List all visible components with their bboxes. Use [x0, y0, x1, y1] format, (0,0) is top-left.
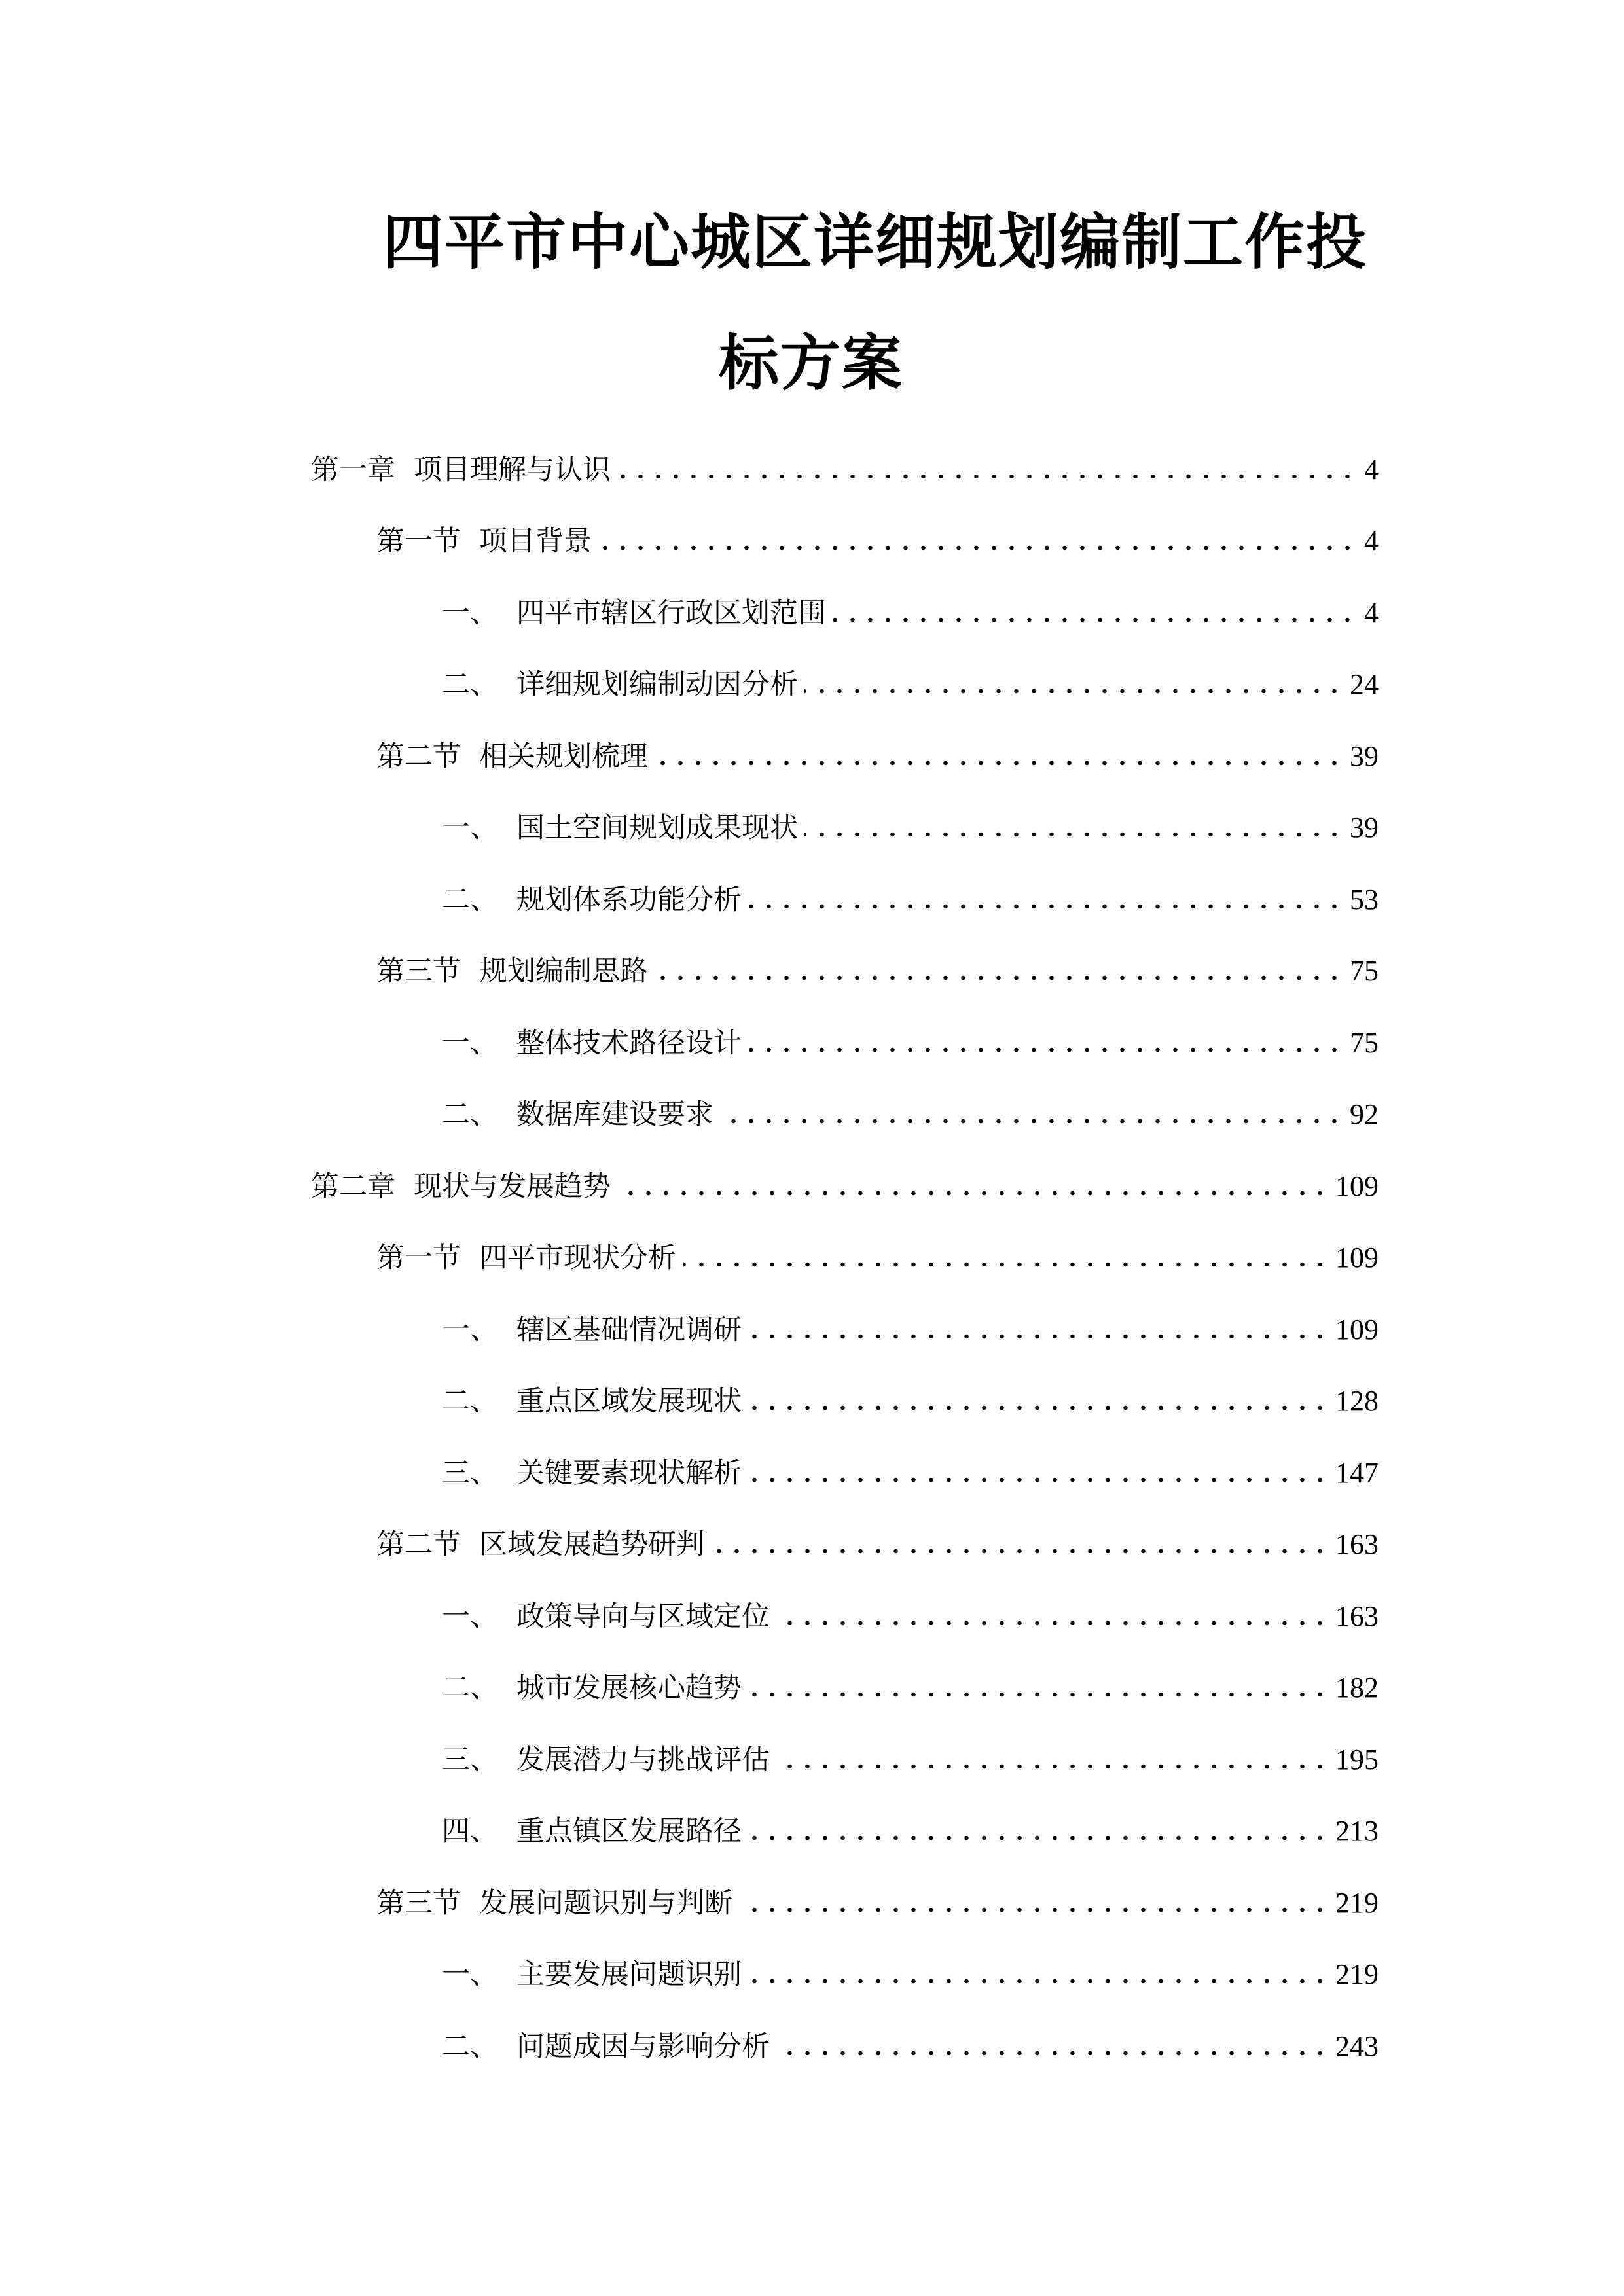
toc-entry-title: 重点镇区发展路径	[516, 1815, 742, 1848]
toc-entry-title: 关键要素现状解析	[516, 1457, 742, 1490]
toc-entry-subsection[interactable]	[442, 1735, 1379, 1774]
toc-entry-page-number: 163	[1335, 1528, 1379, 1560]
dot-leader	[655, 974, 1343, 982]
toc-entry-page-number: 4	[1364, 597, 1379, 629]
toc-entry-prefix: 第二节	[376, 1528, 461, 1561]
dot-leader	[776, 1763, 1329, 1770]
toc-entry-prefix: 二、	[442, 2030, 498, 2063]
toc-entry-subsection[interactable]	[442, 588, 1379, 628]
toc-entry-section[interactable]	[376, 1520, 1379, 1559]
toc-entry-subsection[interactable]	[442, 1376, 1379, 1416]
toc-entry-subsection[interactable]	[442, 803, 1379, 842]
toc-entry-title: 相关规划梳理	[479, 740, 648, 773]
toc-entry-section[interactable]	[376, 946, 1379, 986]
toc-entry-title: 主要发展问题识别	[516, 1958, 742, 1991]
toc-entry-prefix: 一、	[442, 1600, 498, 1633]
dot-leader	[804, 831, 1343, 838]
toc-entry-title: 区域发展趋势研判	[479, 1528, 704, 1561]
toc-entry-page-number: 213	[1335, 1815, 1379, 1847]
toc-entry-title: 详细规划编制动因分析	[516, 668, 798, 701]
dot-leader	[748, 1834, 1329, 1842]
toc-entry-subsection[interactable]	[442, 1305, 1379, 1344]
dot-leader	[804, 687, 1343, 695]
dot-leader	[776, 2049, 1329, 2057]
toc-entry-chapter[interactable]	[311, 445, 1379, 484]
dot-leader	[655, 759, 1343, 767]
toc-entry-prefix: 一、	[442, 1314, 498, 1346]
toc-entry-title: 数据库建设要求	[516, 1098, 713, 1131]
toc-entry-title: 政策导向与区域定位	[516, 1600, 770, 1633]
dot-leader	[748, 1691, 1329, 1698]
document-title-line-2: 标方案	[719, 329, 904, 399]
toc-entry-prefix: 第二章	[311, 1170, 395, 1203]
toc-entry-prefix: 二、	[442, 884, 498, 916]
toc-entry-title: 规划编制思路	[479, 955, 648, 988]
toc-entry-prefix: 三、	[442, 1457, 498, 1490]
toc-entry-page-number: 39	[1350, 740, 1379, 772]
toc-entry-subsection[interactable]	[442, 1448, 1379, 1488]
toc-entry-prefix: 三、	[442, 1744, 498, 1776]
dot-leader	[598, 544, 1356, 552]
dot-leader	[833, 616, 1356, 624]
toc-entry-page-number: 219	[1335, 1958, 1379, 1990]
toc-entry-page-number: 92	[1350, 1098, 1379, 1130]
dot-leader	[748, 1404, 1329, 1412]
toc-entry-title: 规划体系功能分析	[516, 884, 742, 916]
toc-entry-subsection[interactable]	[442, 1018, 1379, 1058]
toc-entry-prefix: 第一章	[311, 454, 395, 486]
toc-entry-prefix: 二、	[442, 1672, 498, 1704]
dot-leader	[739, 1906, 1329, 1914]
toc-entry-prefix: 四、	[442, 1815, 498, 1848]
toc-entry-title: 项目背景	[479, 525, 592, 558]
toc-entry-prefix: 二、	[442, 1385, 498, 1418]
document-title-line-1: 四平市中心城区详细规划编制工作投	[383, 207, 1368, 278]
toc-entry-subsection[interactable]	[442, 2022, 1379, 2061]
toc-entry-page-number: 109	[1335, 1170, 1379, 1202]
dot-leader	[748, 1046, 1343, 1054]
toc-entry-prefix: 二、	[442, 1098, 498, 1131]
toc-entry-page-number: 75	[1350, 955, 1379, 987]
dot-leader	[720, 1117, 1343, 1125]
toc-entry-section[interactable]	[376, 1878, 1379, 1918]
dot-leader	[617, 1189, 1329, 1197]
dot-leader	[683, 1261, 1329, 1268]
dot-leader	[776, 1619, 1329, 1627]
toc-entry-section[interactable]	[376, 1233, 1379, 1272]
toc-entry-title: 重点区域发展现状	[516, 1385, 742, 1418]
toc-entry-section[interactable]	[376, 732, 1379, 771]
dot-leader	[748, 903, 1343, 910]
toc-entry-subsection[interactable]	[442, 1592, 1379, 1631]
dot-leader	[748, 1333, 1329, 1340]
toc-entry-page-number: 163	[1335, 1600, 1379, 1632]
toc-entry-prefix: 一、	[442, 1027, 498, 1060]
toc-entry-page-number: 109	[1335, 1314, 1379, 1346]
toc-entry-section[interactable]	[376, 516, 1379, 556]
toc-entry-prefix: 二、	[442, 668, 498, 701]
toc-entry-prefix: 一、	[442, 812, 498, 844]
toc-entry-subsection[interactable]	[442, 660, 1379, 699]
toc-entry-subsection[interactable]	[442, 1663, 1379, 1702]
toc-entry-page-number: 128	[1335, 1385, 1379, 1417]
dot-leader	[711, 1547, 1329, 1555]
toc-entry-title: 发展问题识别与判断	[479, 1887, 732, 1920]
toc-entry-prefix: 第一节	[376, 525, 461, 558]
dot-leader	[748, 1476, 1329, 1484]
toc-entry-subsection[interactable]	[442, 1806, 1379, 1846]
toc-entry-title: 四平市现状分析	[479, 1242, 676, 1274]
toc-entry-page-number: 109	[1335, 1242, 1379, 1274]
toc-entry-prefix: 第二节	[376, 740, 461, 773]
toc-entry-page-number: 219	[1335, 1887, 1379, 1919]
dot-leader	[617, 473, 1356, 480]
toc-entry-chapter[interactable]	[311, 1162, 1379, 1201]
toc-entry-page-number: 24	[1350, 668, 1379, 700]
toc-entry-page-number: 243	[1335, 2030, 1379, 2062]
toc-entry-page-number: 53	[1350, 884, 1379, 916]
toc-entry-title: 四平市辖区行政区划范围	[516, 597, 826, 630]
toc-entry-page-number: 39	[1350, 812, 1379, 844]
toc-entry-prefix: 第三节	[376, 1887, 461, 1920]
toc-entry-title: 项目理解与认识	[414, 454, 611, 486]
dot-leader	[748, 1977, 1329, 1985]
toc-entry-title: 辖区基础情况调研	[516, 1314, 742, 1346]
toc-entry-subsection[interactable]	[442, 1950, 1379, 1989]
toc-entry-title: 整体技术路径设计	[516, 1027, 742, 1060]
toc-entry-title: 问题成因与影响分析	[516, 2030, 770, 2063]
toc-entry-title: 国土空间规划成果现状	[516, 812, 798, 844]
toc-entry-page-number: 75	[1350, 1027, 1379, 1059]
toc-entry-subsection[interactable]	[442, 1090, 1379, 1129]
toc-entry-page-number: 4	[1364, 454, 1379, 486]
toc-entry-title: 发展潜力与挑战评估	[516, 1744, 770, 1776]
toc-entry-page-number: 182	[1335, 1672, 1379, 1704]
toc-entry-page-number: 4	[1364, 525, 1379, 557]
toc-entry-subsection[interactable]	[442, 875, 1379, 914]
toc-entry-page-number: 147	[1335, 1457, 1379, 1489]
toc-entry-title: 现状与发展趋势	[414, 1170, 611, 1203]
toc-entry-title: 城市发展核心趋势	[516, 1672, 742, 1704]
toc-entry-prefix: 一、	[442, 597, 498, 630]
toc-entry-prefix: 第三节	[376, 955, 461, 988]
toc-entry-page-number: 195	[1335, 1744, 1379, 1776]
toc-entry-prefix: 第一节	[376, 1242, 461, 1274]
toc-entry-prefix: 一、	[442, 1958, 498, 1991]
